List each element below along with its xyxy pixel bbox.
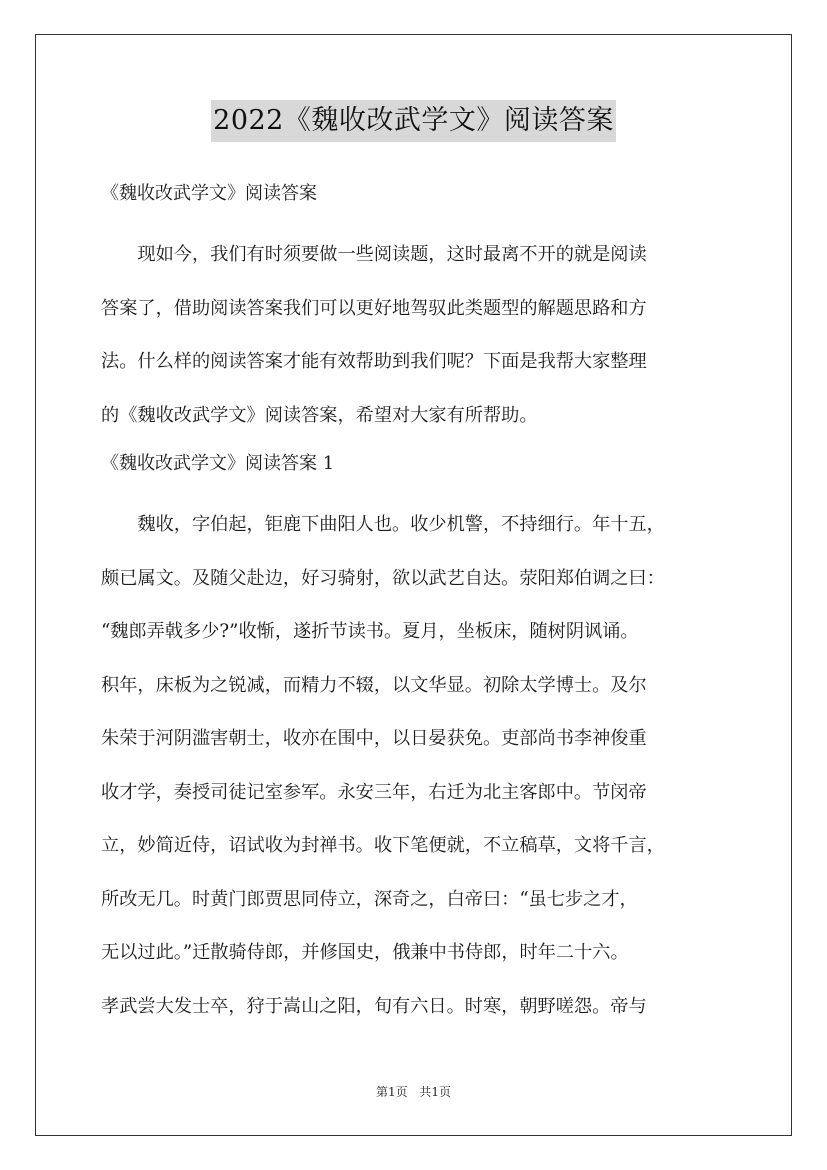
- passage-line: 朱荣于河阴滥害朝士，收亦在围中，以日晏获免。吏部尚书李神俊重: [101, 728, 647, 749]
- section-heading: 《魏收改武学文》阅读答案: [101, 183, 317, 204]
- page-total: 共1页: [419, 1085, 452, 1099]
- intro-line: 的《魏收改武学文》阅读答案，希望对大家有所帮助。: [101, 404, 538, 426]
- document-body: [101, 176, 741, 1033]
- passage-line: 魏收，字伯起，钜鹿下曲阳人也。收少机警，不持细行。年十五，: [101, 514, 665, 535]
- passage-line: 所改无几。时黄门郎贾思同侍立，深奇之，白帝曰：“虽七步之才，: [101, 888, 638, 910]
- intro-paragraph: [101, 228, 741, 442]
- intro-line: 答案了，借助阅读答案我们可以更好地驾驭此类题型的解题思路和方: [101, 297, 647, 319]
- passage-line: 收才学，奏授司徒记室参军。永安三年，右迁为北主客郎中。节闵帝: [101, 781, 647, 803]
- section-heading-answer-1: 《魏收改武学文》阅读答案 1: [101, 453, 335, 474]
- passage-line: 立，妙简近侍，诏试收为封禅书。收下笔便就，不立稿草，文将千言，: [101, 835, 665, 856]
- page-number: 第1页: [375, 1085, 408, 1099]
- passage-line: 积年，床板为之锐减，而精力不辍，以文华显。初除太学博士。及尔: [101, 674, 647, 696]
- passage-paragraph: [101, 498, 741, 1033]
- passage-line: “魏郎弄戟多少?”收惭，遂折节读书。夏月，坐板床，随树阴讽诵。: [101, 621, 639, 642]
- passage-line: 颇已属文。及随父赴边，好习骑射，欲以武艺自达。荥阳郑伯调之曰：: [101, 567, 665, 589]
- passage-line: 无以过此。”迁散骑侍郎，并修国史，俄兼中书侍郎，时年二十六。: [101, 942, 629, 963]
- passage-line: 孝武尝大发士卒，狩于嵩山之阳，旬有六日。时寒，朝野嗟怨。帝与: [101, 995, 647, 1017]
- intro-line: 法。什么样的阅读答案才能有效帮助到我们呢？下面是我帮大家整理: [101, 351, 647, 372]
- intro-line: 现如今，我们有时须要做一些阅读题，这时最离不开的就是阅读: [101, 244, 647, 265]
- document-title: 2022《魏收改武学文》阅读答案: [211, 100, 616, 142]
- page-footer: [0, 1084, 827, 1100]
- title-container: [0, 100, 827, 142]
